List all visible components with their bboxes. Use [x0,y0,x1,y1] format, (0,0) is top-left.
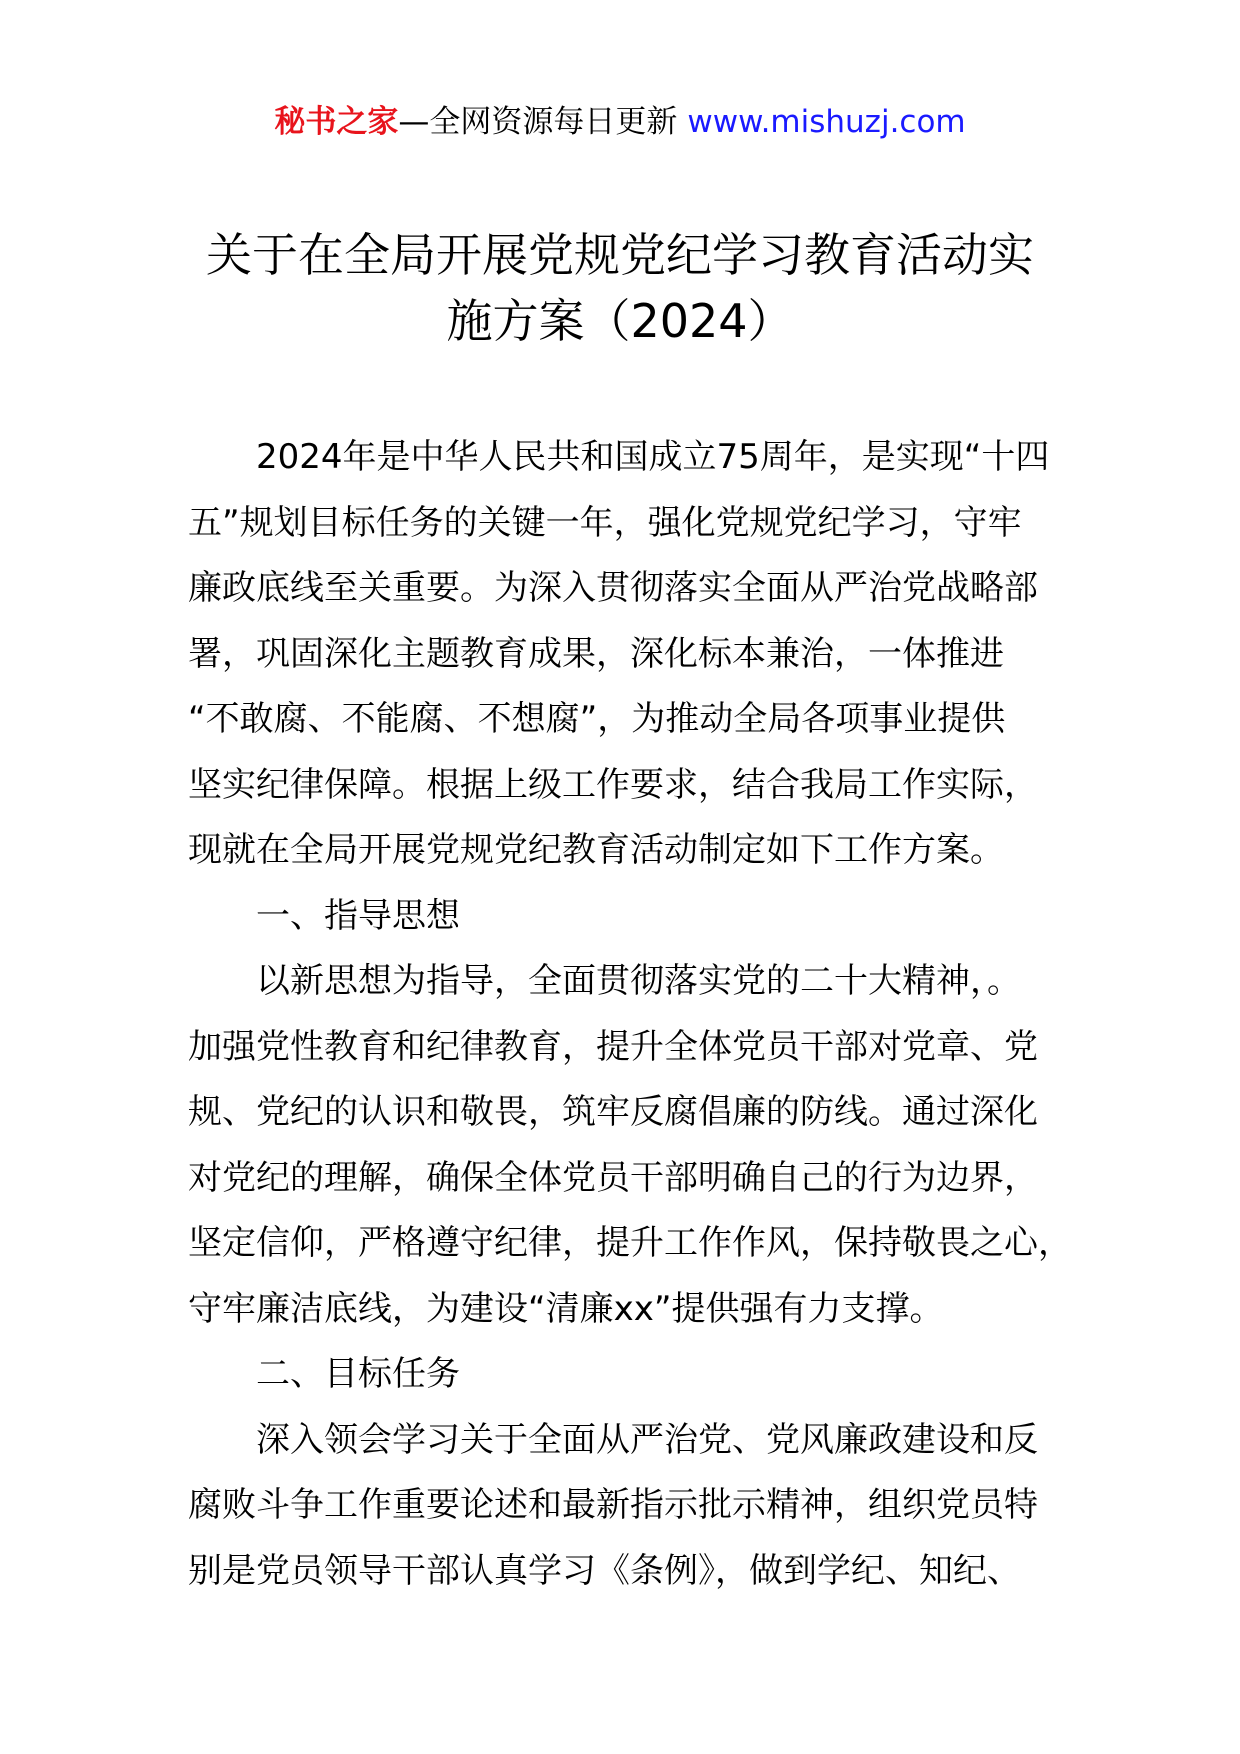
body-line: 坚实纪律保障。根据上级工作要求，结合我局工作实际， [188,764,1038,805]
body-line: 坚定信仰，严格遵守纪律，提升工作作风，保持敬畏之心， [188,1223,1072,1263]
brand-name: 秘书之家 [274,104,399,140]
section-heading-goals-tasks: 二、目标任务 [256,1354,460,1394]
body-line: 廉政底线至关重要。为深入贯彻落实全面从严治党战略部 [188,568,1038,608]
body-line: 守牢廉洁底线，为建设“清廉xx”提供强有力支撑。 [188,1288,944,1329]
body-line: 五”规划目标任务的关键一年，强化党规党纪学习，守牢 [188,502,1022,543]
document-title [170,222,1070,354]
body-line: 别是党员领导干部认真学习《条例》，做到学纪、知纪、 [188,1550,1021,1591]
body-line: 规、党纪的认识和敬畏，筑牢反腐倡廉的防线。通过深化 [188,1092,1038,1132]
body-line: 对党纪的理解，确保全体党员干部明确自己的行为边界， [188,1157,1038,1198]
body-line: 署，巩固深化主题教育成果，深化标本兼治，一体推进 [188,633,1004,674]
title-line-2: 施方案（2024） [446,294,794,348]
site-url-link[interactable]: www.mishuzj.com [687,104,966,140]
body-line: 以新思想为指导，全面贯彻落实党的二十大精神，。 [256,961,1021,1001]
document-body [188,425,1072,1604]
section-heading-guiding-thought: 一、指导思想 [256,895,460,936]
body-line: 深入领会学习关于全面从严治党、党风廉政建设和反 [256,1419,1038,1460]
body-line: 2024年是中华人民共和国成立75周年，是实现“十四 [256,437,1050,477]
title-line-1: 关于在全局开展党规党纪学习教育活动实 [206,228,1034,282]
watermark-header [0,100,1240,144]
body-line: 腐败斗争工作重要论述和最新指示批示精神，组织党员特 [188,1485,1038,1525]
body-line: 现就在全局开展党规党纪教育活动制定如下工作方案。 [188,830,1004,870]
body-line: “不敢腐、不能腐、不想腐”，为推动全局各项事业提供 [188,699,1006,739]
body-line: 加强党性教育和纪律教育，提升全体党员干部对党章、党 [188,1026,1038,1067]
header-tagline: —全网资源每日更新 [398,104,678,140]
